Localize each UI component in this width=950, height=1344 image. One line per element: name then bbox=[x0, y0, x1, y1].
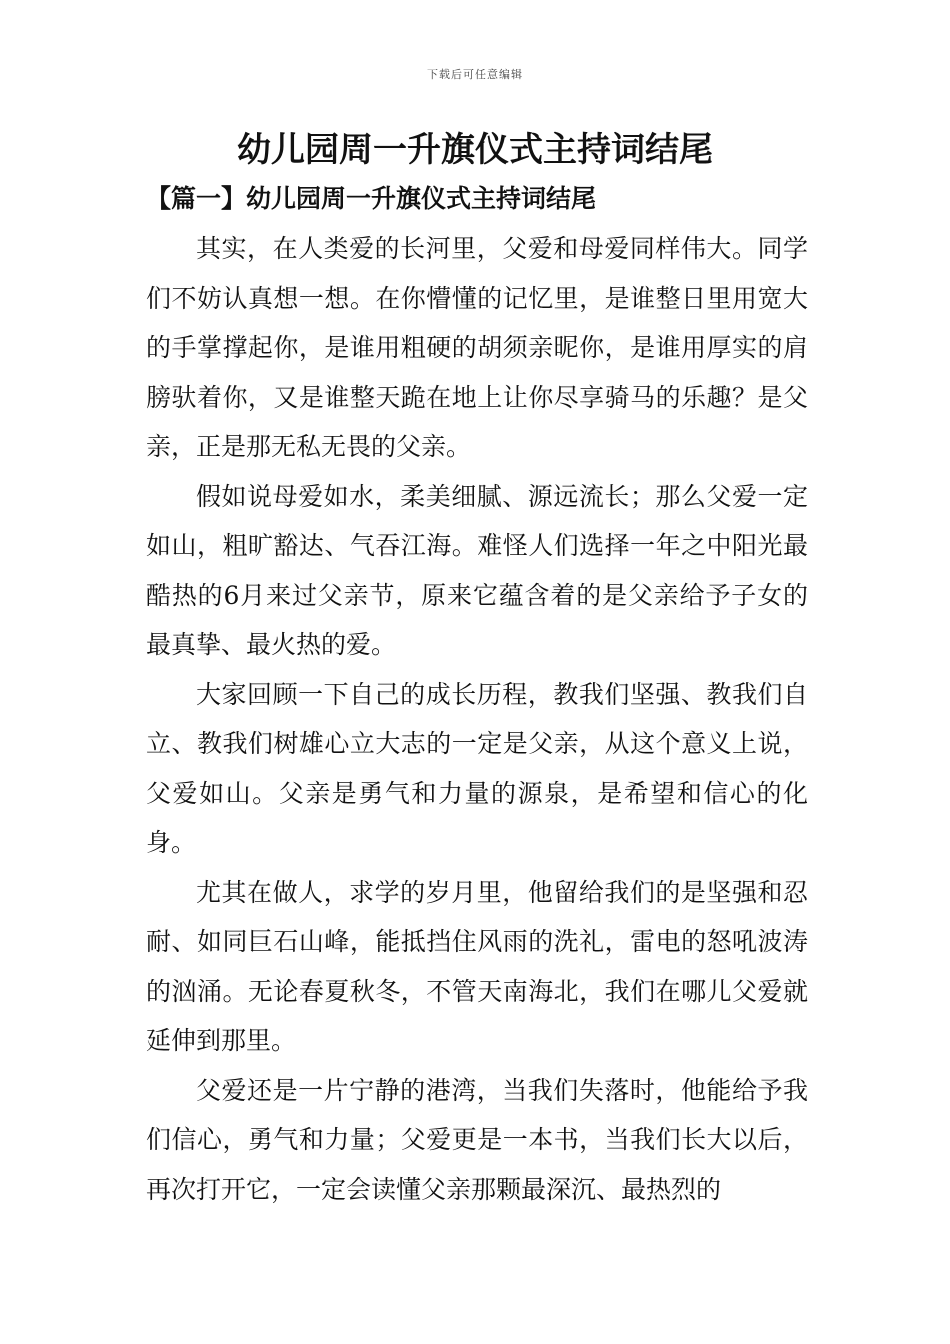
paragraph-2: 假如说母爱如水，柔美细腻、源远流长；那么父爱一定如山，粗旷豁达、气吞江海。难怪人们选择一年之中阳光最酷热的6月来过父亲节，原来它蕴含着的是父亲给予子女的最真挚、最火热的爱。 bbox=[146, 481, 808, 659]
paragraph-4: 尤其在做人，求学的岁月里，他留给我们的是坚强和忍耐、如同巨石山峰，能抵挡住风雨的洗礼，雷电的怒吼波涛的汹涌。无论春夏秋冬，不管天南海北，我们在哪儿父爱就延伸到那里。 bbox=[146, 877, 808, 1055]
paragraph-1: 其实，在人类爱的长河里，父爱和母爱同样伟大。同学们不妨认真想一想。在你懵懂的记忆里，是谁整日里用宽大的手掌撑起你，是谁用粗硬的胡须亲昵你，是谁用厚实的肩膀驮着你，又是谁整天跪在地上让你尽享骑马的乐趣？是父亲，正是那无私无畏的父亲。 bbox=[146, 234, 808, 461]
header-note: 下载后可任意编辑 bbox=[427, 68, 523, 81]
paragraph-5: 父爱还是一片宁静的港湾，当我们失落时，他能给予我们信心，勇气和力量；父爱更是一本书，当我们长大以后，再次打开它，一定会读懂父亲那颗最深沉、最热烈的 bbox=[146, 1075, 808, 1204]
document-title: 幼儿园周一升旗仪式主持词结尾 bbox=[237, 130, 713, 170]
paragraph-3: 大家回顾一下自己的成长历程，教我们坚强、教我们自立、教我们树雄心立大志的一定是父亲，从这个意义上说，父爱如山。父亲是勇气和力量的源泉，是希望和信心的化身。 bbox=[146, 679, 808, 857]
document-body bbox=[146, 224, 808, 1214]
section-heading: 【篇一】幼儿园周一升旗仪式主持词结尾 bbox=[146, 184, 597, 213]
